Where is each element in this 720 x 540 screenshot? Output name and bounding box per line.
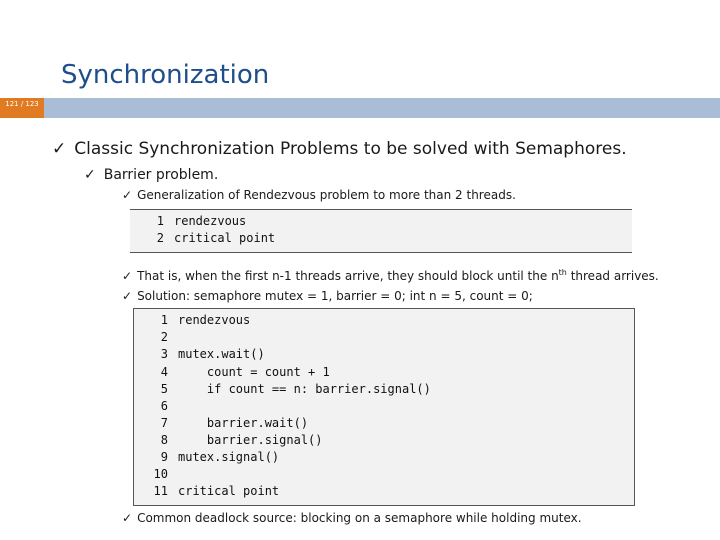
code-line [134,416,308,430]
bullet-level2-text: Barrier problem. [103,167,219,183]
line-number: 6 [160,399,168,413]
code-text: critical point [178,484,280,498]
code-line [130,214,246,228]
code-text: barrier.wait() [178,416,309,430]
line-number: 1 [156,214,164,228]
code-line [134,382,431,396]
line-number: 5 [160,382,168,396]
line-number: 2 [160,330,168,344]
slide-title: Synchronization [61,60,270,90]
line-number: 3 [160,347,168,361]
line-number: 4 [160,365,168,379]
code-text: barrier.signal() [178,433,323,447]
page-number: 121 / 123 [5,100,39,108]
line-number: 7 [160,416,168,430]
code-text: count = count + 1 [178,365,330,379]
line-number: 8 [160,433,168,447]
header-bar [44,98,720,118]
bullet-item2-tail: thread arrives. [566,269,659,283]
code-line [134,399,178,413]
code-line [134,450,279,464]
line-number: 11 [153,484,168,498]
bullet-level1 [52,139,627,159]
bullet-item4-text: Common deadlock source: blocking on a semaphore while holding mutex. [137,511,582,525]
line-number: 1 [160,313,168,327]
bullet-item1 [122,188,516,202]
code-block-2 [133,308,635,506]
bullet-item1-text: Generalization of Rendezvous problem to more than 2 threads. [137,188,516,202]
code-line [134,433,323,447]
bullet-level2 [84,167,218,183]
code-text: mutex.signal() [178,450,280,464]
bullet-item3 [122,289,533,303]
code-text: rendezvous [174,214,247,228]
bullet-item2-sup: th [558,268,567,277]
code-text: mutex.wait() [178,347,265,361]
code-line [134,365,330,379]
page-number-badge [0,98,44,118]
code-text: rendezvous [178,313,251,327]
code-line [130,231,275,245]
bullet-level1-text: Classic Synchronization Problems to be solved with Semaphores. [74,139,627,159]
code-line [134,467,178,481]
code-block-1 [130,209,632,253]
check-icon: ✓ [122,289,133,303]
bullet-item4 [122,511,582,525]
code-line [134,347,265,361]
bullet-item2 [122,268,659,283]
bullet-item2-text: That is, when the first n-1 threads arrive, they should block until the n [137,269,559,283]
check-icon: ✓ [122,269,133,283]
check-icon: ✓ [122,511,133,525]
line-number: 10 [153,467,168,481]
check-icon: ✓ [122,188,133,202]
code-text: if count == n: barrier.signal() [178,382,431,396]
bullet-item3-text: Solution: semaphore mutex = 1, barrier = 0; int n = 5, count = 0; [137,289,533,303]
code-line [134,330,178,344]
check-icon: ✓ [52,139,67,159]
code-line [134,313,250,327]
code-line [134,484,279,498]
code-text: critical point [174,231,276,245]
check-icon: ✓ [84,167,96,183]
line-number: 9 [160,450,168,464]
line-number: 2 [156,231,164,245]
